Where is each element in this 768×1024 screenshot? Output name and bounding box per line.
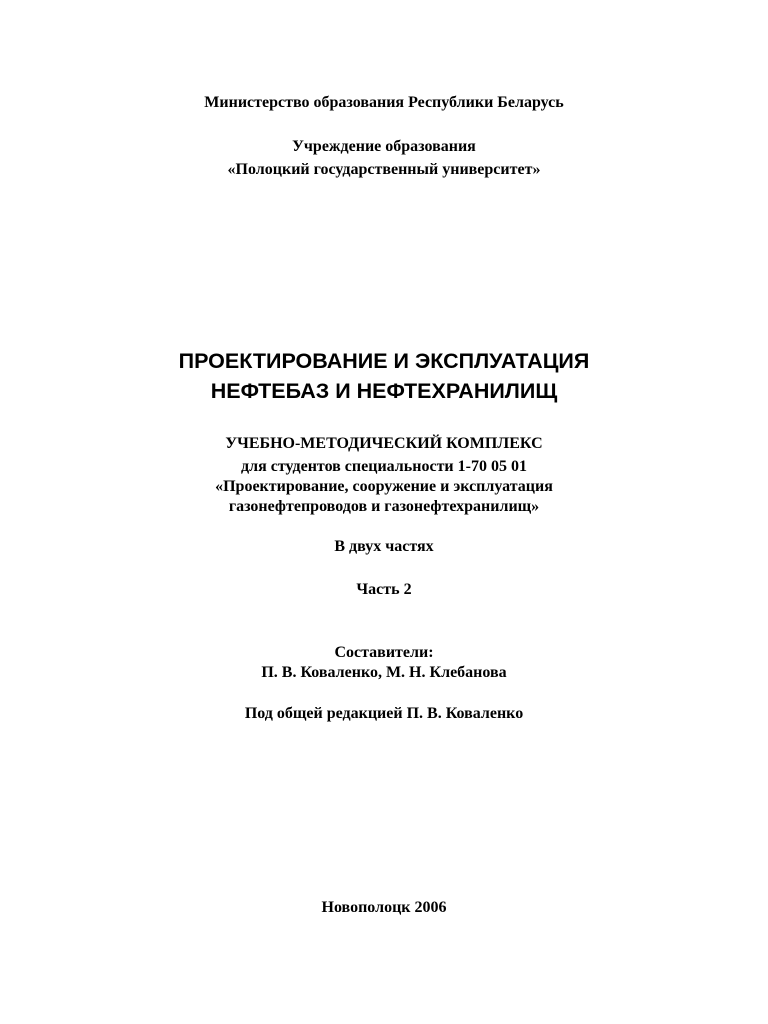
institution-label: Учреждение образования: [292, 138, 476, 155]
part-number: Часть 2: [356, 581, 412, 598]
complex-type: УЧЕБНО-МЕТОДИЧЕСКИЙ КОМПЛЕКС: [225, 435, 543, 452]
parts-count: В двух частях: [334, 538, 434, 555]
authors-label: Составители:: [334, 644, 434, 661]
specialty-name-line-2: газонефтепроводов и газонефтехранилищ»: [228, 498, 540, 515]
specialty-name-line-1: «Проектирование, сооружение и эксплуатация: [215, 478, 553, 495]
authors-names: П. В. Коваленко, М. Н. Клебанова: [261, 664, 507, 681]
specialty-code-line: для студентов специальности 1-70 05 01: [241, 458, 527, 475]
document-title-line-2: НЕФТЕБАЗ И НЕФТЕХРАНИЛИЩ: [210, 379, 558, 403]
ministry-line: Министерство образования Республики Беларусь: [204, 94, 564, 111]
university-name: «Полоцкий государственный университет»: [227, 161, 541, 178]
city-year: Новополоцк 2006: [321, 899, 447, 916]
editor-line: Под общей редакцией П. В. Коваленко: [244, 705, 524, 722]
document-title-line-1: ПРОЕКТИРОВАНИЕ И ЭКСПЛУАТАЦИЯ: [178, 349, 590, 373]
